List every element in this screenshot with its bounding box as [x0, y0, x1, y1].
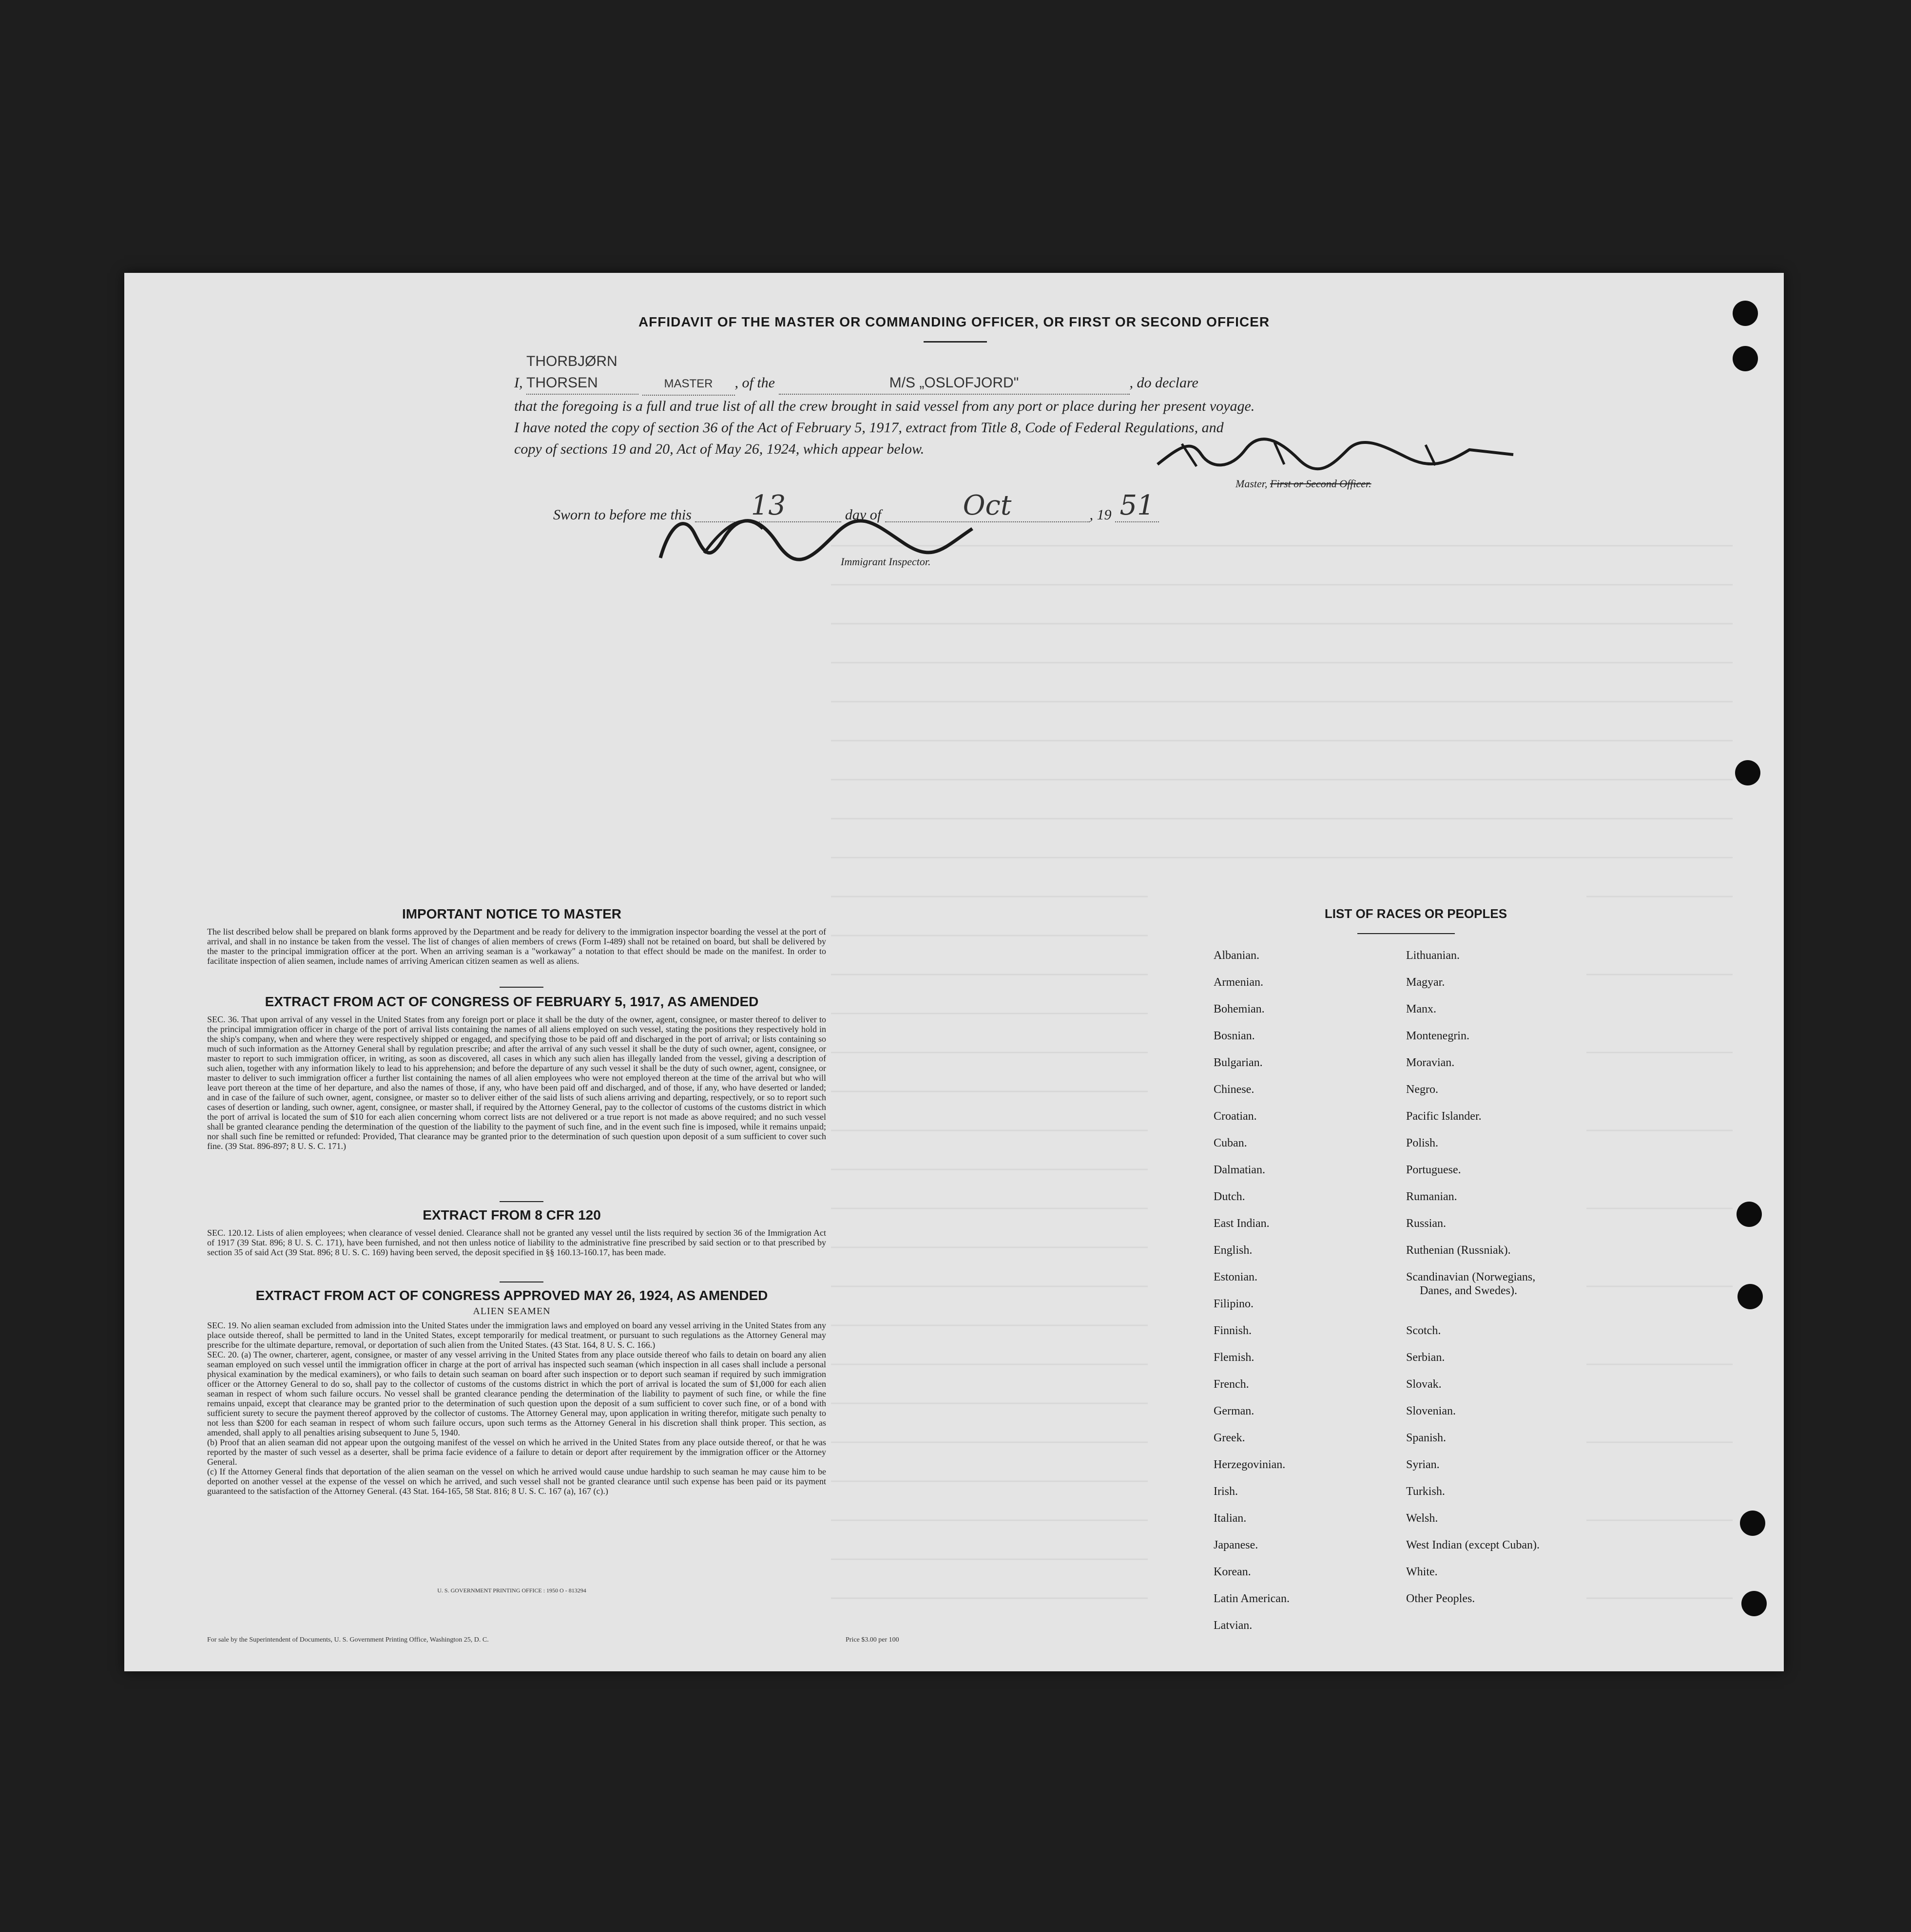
- race-item: White.: [1406, 1566, 1438, 1578]
- punch-hole: [1735, 760, 1760, 785]
- punch-hole: [1740, 1511, 1765, 1536]
- race-item: Albanian.: [1214, 949, 1259, 962]
- race-item: Irish.: [1214, 1485, 1238, 1498]
- race-item: Latin American.: [1214, 1592, 1290, 1605]
- race-item: Flemish.: [1214, 1351, 1255, 1364]
- race-item: Welsh.: [1406, 1512, 1438, 1525]
- master-signature-scrawl: [1153, 435, 1543, 474]
- sworn-label: Sworn to before me this: [553, 507, 692, 523]
- race-item: East Indian.: [1214, 1217, 1270, 1230]
- extract-cfr-text: SEC. 120.12. Lists of alien employees; when clearance of vessel denied. Clearance shall not be granted any vessel until the lists required by section 36 of the Immigration Act of 1917 (39 Stat. 896; 8 U. S. C. 171), have been furnished, and not then unless notice of liability to the administrative fine prescribed by said section or to that prescribed by section 35 of said Act (39 Stat. 896; 8 U. S. C. 169) having been served, the deposit specified in §§ 160.13-160.17, has been made.: [207, 1228, 826, 1257]
- race-item: Manx.: [1406, 1003, 1436, 1015]
- day-of-label: day of: [845, 507, 882, 523]
- extract-1924-title: EXTRACT FROM ACT OF CONGRESS APPROVED MAY 26, 1924, AS AMENDED: [255, 1288, 768, 1303]
- footer-left: For sale by the Superintendent of Documents, U. S. Government Printing Office, Washington 25, D. C.: [207, 1636, 489, 1644]
- race-item: Estonian.: [1214, 1271, 1257, 1283]
- races-column-1: [1214, 948, 1399, 1645]
- race-item: Russian.: [1406, 1217, 1447, 1230]
- punch-hole: [1733, 301, 1758, 326]
- extract-1924-subtitle: ALIEN SEAMEN: [473, 1306, 551, 1317]
- document-page: [124, 273, 1784, 1671]
- race-item: Serbian.: [1406, 1351, 1445, 1364]
- extract-1924-body: [207, 1320, 826, 1496]
- races-title: LIST OF RACES OR PEOPLES: [1324, 906, 1507, 921]
- punch-hole: [1737, 1284, 1763, 1309]
- notice-title: IMPORTANT NOTICE TO MASTER: [402, 906, 622, 921]
- master-name-field: THORBJØRN THORSEN: [526, 351, 638, 395]
- race-item: Scandinavian (Norwegians,: [1406, 1271, 1536, 1283]
- race-item: Turkish.: [1406, 1485, 1445, 1498]
- year-prefix: , 19: [1089, 507, 1112, 523]
- extract-1924-sec20a: SEC. 20. (a) The owner, charterer, agent, consignee, or master of any vessel arriving in the United States from any place outside thereof who fails to detain on board any alien seaman employed on such vessel until the immigration officer in charge at the port of arrival has inspected such seaman (which inspection in all cases shall include a personal physical examination by the medical examiners), or who fails to detain such seaman on board after such inspection or to deport such seaman if required by such immigration officer or the Attorney General to do so, shall pay to the collector of customs of the customs district in which the port of arrival is located the sum of $1,000 for each alien seaman in respect of whom such failure occurs. No vessel shall be granted clearance pending the determination of the liability to payment of such fine, or while the fine remains unpaid, except that clearance may be granted prior to the determination of such question upon the deposit of a sum sufficient to cover such fine, or of a bond with sufficient surety to secure the payment thereof approved by the collector of customs. The Attorney General may, upon application in writing therefor, mitigate such penalty to not less than $200 for each seaman in respect of whom such failure occurs, upon such terms as the Attorney General in his discretion shall think proper. This section, as amended, shall apply to all penalties arising subsequent to June 5, 1940.: [207, 1350, 826, 1437]
- extract-cfr-title: EXTRACT FROM 8 CFR 120: [423, 1207, 601, 1223]
- extract-1917-divider: [500, 1201, 543, 1202]
- race-item: Polish.: [1406, 1137, 1439, 1149]
- sworn-year-field: 51: [1115, 490, 1159, 522]
- printing-office-line: U. S. GOVERNMENT PRINTING OFFICE : 1950 O - 813294: [437, 1587, 586, 1594]
- affidavit-line-2: that the foregoing is a full and true list of all the crew brought in said vessel from any port or place during her present voyage.: [514, 398, 1255, 414]
- race-item: Pacific Islander.: [1406, 1110, 1482, 1123]
- of-the-label: , of the: [734, 375, 775, 391]
- race-item: German.: [1214, 1405, 1255, 1417]
- page-title: AFFIDAVIT OF THE MASTER OR COMMANDING OFFICER, OR FIRST OR SECOND OFFICER: [638, 314, 1270, 329]
- race-item: Slovak.: [1406, 1378, 1442, 1391]
- race-item: Croatian.: [1214, 1110, 1257, 1123]
- race-item: French.: [1214, 1378, 1249, 1391]
- title-divider: [924, 341, 987, 343]
- race-item: Japanese.: [1214, 1539, 1258, 1551]
- sworn-month-field: Oct: [885, 490, 1090, 522]
- master-caption: [1235, 478, 1371, 490]
- race-item: Magyar.: [1406, 976, 1445, 989]
- race-item: West Indian (except Cuban).: [1406, 1539, 1540, 1551]
- race-item: Montenegrin.: [1406, 1030, 1469, 1042]
- master-caption-a: Master,: [1235, 478, 1268, 490]
- extract-1924-sec19: SEC. 19. No alien seaman excluded from admission into the United States under the immigration laws and employed on board any vessel arriving in the United States from any place outside thereof, shall be permitted to land in the United States, except temporarily for medical treatment, or pursuant to such regulations as the Attorney General may prescribe for the ultimate departure, removal, or deportation of such alien from the United States. (43 Stat. 164, 8 U. S. C. 166.): [207, 1320, 826, 1350]
- race-item: Dutch.: [1214, 1190, 1245, 1203]
- race-item: Scotch.: [1406, 1324, 1441, 1337]
- races-column-2: [1406, 948, 1660, 1618]
- extract-1924-sec20b: (b) Proof that an alien seaman did not appear upon the outgoing manifest of the vessel on which he arrived in the United States from any place outside thereof, or that he was reported by the master of such vessel as a deserter, shall be prima facie evidence of a failure to detain or deport after requirement by the immigration officer or the Attorney General.: [207, 1437, 826, 1467]
- races-divider: [1357, 933, 1455, 934]
- inspector-caption: Immigrant Inspector.: [841, 555, 931, 568]
- sworn-day-field: 13: [695, 490, 841, 522]
- race-item: Armenian.: [1214, 976, 1263, 989]
- race-item: Lithuanian.: [1406, 949, 1460, 962]
- rank-field: MASTER: [642, 373, 735, 396]
- race-item: Bulgarian.: [1214, 1056, 1263, 1069]
- punch-hole: [1733, 346, 1758, 371]
- race-item: Filipino.: [1214, 1298, 1254, 1310]
- race-item: Danes, and Swedes).: [1420, 1284, 1517, 1297]
- affidavit-prefix: I,: [514, 375, 523, 391]
- race-item: Dalmatian.: [1214, 1164, 1265, 1176]
- race-item: English.: [1214, 1244, 1253, 1257]
- notice-text: The list described below shall be prepared on blank forms approved by the Department and be ready for delivery to the immigration inspector boarding the vessel at the port of arrival, and shall in no instance be taken from the vessel. The list of changes of alien members of crews (Form I-489) shall not be retained on board, but shall be delivered by the master to the principal immigration officer at the port. When an arriving seaman is a "workaway" a notation to that effect should be made on the manifest. In order to facilitate inspection of alien seamen, include names of arriving American citizen seamen as well as aliens.: [207, 927, 826, 966]
- vessel-name-field: M/S „OSLOFJORD": [779, 372, 1130, 395]
- race-item: Portuguese.: [1406, 1164, 1461, 1176]
- footer-right: Price $3.00 per 100: [846, 1636, 899, 1644]
- race-item: Cuban.: [1214, 1137, 1247, 1149]
- do-declare-label: , do declare: [1129, 375, 1198, 391]
- affidavit-line-3: I have noted the copy of section 36 of the Act of February 5, 1917, extract from Title 8, Code of Federal Regulations, and: [514, 420, 1224, 436]
- master-signature: [1153, 435, 1543, 476]
- notice-divider: [500, 987, 543, 988]
- race-item: Ruthenian (Russniak).: [1406, 1244, 1511, 1257]
- race-item: Spanish.: [1406, 1432, 1447, 1444]
- race-item: Slovenian.: [1406, 1405, 1456, 1417]
- race-item: Latvian.: [1214, 1619, 1253, 1632]
- master-caption-b: First or Second Officer.: [1270, 478, 1371, 490]
- race-item: Syrian.: [1406, 1458, 1440, 1471]
- race-item: Bohemian.: [1214, 1003, 1265, 1015]
- extract-1917-text: SEC. 36. That upon arrival of any vessel in the United States from any foreign port or place it shall be the duty of the owner, agent, consignee, or master thereof to deliver to the principal immigration officer in charge of the port of arrival lists containing the names of all aliens employed on such vessel, stating the positions they respectively hold in the ship's company, when and where they were respectively shipped or engaged, and specifying those to be paid off and discharged in the port of arrival; or lists containing so much of such information as the Attorney General shall by regulation prescribe; and after the arrival of any such vessel it shall be the duty of such owner, agent, consignee, or master to report to such immigration officer, in writing, as soon as discovered, all cases in which any such alien has illegally landed from the vessel, giving a description of such alien, together with any information likely to lead to his apprehension; and before the departure of any such vessel it shall be the duty of such owner, agent, consignee, or master to deliver to such immigration officer a further list containing the names of all alien employees who were not employed thereon at the time of the arrival but who will leave port thereon at the time of her departure, and also the names of those, if any, who have been paid off and discharged, and of those, if any, who have deserted or landed; and in case of the failure of such owner, agent, consignee, or master so to deliver either of the said lists of such aliens arriving and departing, respectively, or so to report such cases of desertion or landing, such owner, agent, consignee, or master shall, if required by the Attorney General, pay to the collector of customs of the customs district in which the port of arrival is located the sum of $10 for each alien concerning whom correct lists are not delivered or a true report is not made as above required; and no such vessel shall be granted clearance pending the determination of the question of the liability to the payment of such fine, and in the event such fine is imposed, while it remains unpaid; nor shall such fine be remitted or refunded: Provided, That clearance may be granted prior to the determination of such question upon deposit of a sum sufficient to cover such fine. (39 Stat. 896-897; 8 U. S. C. 171.): [207, 1014, 826, 1151]
- race-item: Bosnian.: [1214, 1030, 1255, 1042]
- extract-1924-sec20c: (c) If the Attorney General finds that deportation of the alien seaman on the vessel on which he arrived would cause undue hardship to such seaman he may cause him to be deported on another vessel at the expense of the vessel on which he arrived, and such vessel shall not be granted clearance until such expense has been paid or its payment guaranteed to the satisfaction of the Attorney General. (43 Stat. 164-165, 58 Stat. 816; 8 U. S. C. 167 (a), 167 (c).): [207, 1467, 826, 1496]
- affidavit-line-1: [514, 351, 1440, 396]
- race-item: Other Peoples.: [1406, 1592, 1475, 1605]
- race-item: Greek.: [1214, 1432, 1245, 1444]
- punch-hole: [1741, 1591, 1767, 1616]
- extract-1917-title: EXTRACT FROM ACT OF CONGRESS OF FEBRUARY 5, 1917, AS AMENDED: [265, 994, 759, 1009]
- inspector-signature-scrawl: [651, 504, 992, 568]
- race-item: Moravian.: [1406, 1056, 1455, 1069]
- race-item: Italian.: [1214, 1512, 1247, 1525]
- race-item: Finnish.: [1214, 1324, 1252, 1337]
- race-item: Korean.: [1214, 1566, 1251, 1578]
- affidavit-line-4: copy of sections 19 and 20, Act of May 26, 1924, which appear below.: [514, 441, 925, 457]
- punch-hole: [1737, 1202, 1762, 1227]
- race-item: Rumanian.: [1406, 1190, 1457, 1203]
- race-item: Herzegovinian.: [1214, 1458, 1286, 1471]
- inspector-signature: [651, 504, 992, 570]
- race-item: Negro.: [1406, 1083, 1438, 1096]
- race-item: Chinese.: [1214, 1083, 1255, 1096]
